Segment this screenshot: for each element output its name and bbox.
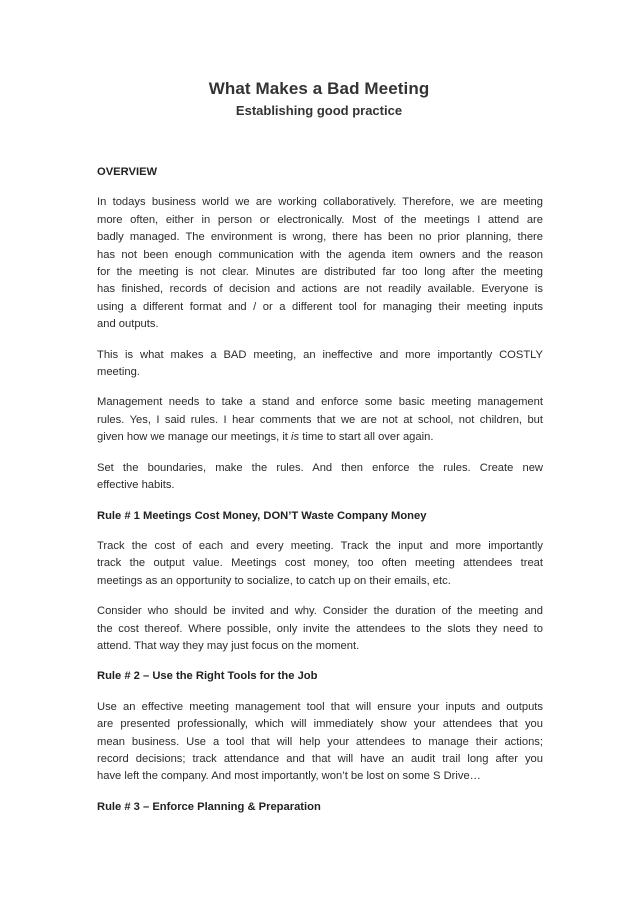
paragraph-line: and outputs. <box>97 318 159 331</box>
paragraph-line: Management needs to take a stand and enforce some basic meeting management <box>97 396 543 409</box>
paragraph-line: meeting. <box>97 366 140 379</box>
rule-1-heading: Rule # 1 Meetings Cost Money, DON’T Waste Company Money <box>97 509 427 522</box>
paragraph-line <box>97 429 543 446</box>
paragraph-text: time to start all over again. <box>299 431 434 444</box>
paragraph-line: more often, either in person or electronically. Most of the meetings I attend are <box>97 213 543 226</box>
overview-paragraph-3 <box>97 394 543 446</box>
paragraph-line: has not been enough communication with the agenda item owners and the reason <box>97 248 543 261</box>
paragraph-line: for the meeting is not clear. Minutes are distributed far too long after the meeting <box>97 266 543 279</box>
document-body <box>97 164 543 829</box>
paragraph-line: Track the cost of each and every meeting. Track the input and more importantly <box>97 539 543 552</box>
paragraph-line: using a different format and / or a different tool for managing their meeting inputs <box>97 300 543 313</box>
paragraph-line: track the output value. Meetings cost money, too often meeting attendees treat <box>97 557 543 570</box>
paragraph-line: Consider who should be invited and why. Consider the duration of the meeting and <box>97 605 543 618</box>
paragraph-line: rules. Yes, I said rules. I hear comments that we are not at school, not children, but <box>97 413 543 426</box>
paragraph-line: have left the company. And most importantly, won’t be lost on some S Drive… <box>97 770 481 783</box>
rule-2-heading: Rule # 2 – Use the Right Tools for the Job <box>97 670 318 683</box>
paragraph-line: mean business. Use a tool that will help your attendees to manage their actions; <box>97 735 543 748</box>
overview-paragraph-4 <box>97 460 543 495</box>
paragraph-text: given how we manage our meetings, it <box>97 431 292 444</box>
rule-1-paragraph-2 <box>97 603 543 655</box>
paragraph-line: record decisions; track attendance and that will have an audit trail long after you <box>97 752 543 765</box>
rule-2-paragraph <box>97 699 543 786</box>
paragraph-line: This is what makes a BAD meeting, an ineffective and more importantly COSTLY <box>97 348 543 361</box>
overview-paragraph-2 <box>97 347 543 382</box>
paragraph-line: Use an effective meeting management tool that will ensure your inputs and outputs <box>97 700 543 713</box>
rule-3-heading: Rule # 3 – Enforce Planning & Preparation <box>97 800 321 813</box>
paragraph-line: are presented professionally, which will immediately show your attendees that you <box>97 718 543 731</box>
overview-heading: OVERVIEW <box>97 166 158 178</box>
paragraph-line: effective habits. <box>97 479 175 492</box>
paragraph-line: badly managed. The environment is wrong, there has been no prior planning, there <box>97 231 543 244</box>
rule-1-paragraph-1 <box>97 538 543 590</box>
document-subtitle: Establishing good practice <box>235 103 403 118</box>
paragraph-line: Set the boundaries, make the rules. And then enforce the rules. Create new <box>97 461 543 474</box>
paragraph-line: In todays business world we are working collaboratively. Therefore, we are meeting <box>97 196 543 209</box>
overview-paragraph-1 <box>97 194 543 333</box>
document-title: What Makes a Bad Meeting <box>208 79 430 98</box>
paragraph-line: attend. That way they may just focus on the moment. <box>97 639 360 652</box>
paragraph-line: the cost thereof. Where possible, only invite the attendees to the slots they need to <box>97 622 543 635</box>
paragraph-line: has finished, records of decision and actions are not readily available. Everyone is <box>97 283 543 296</box>
emphasis-text: is <box>291 431 300 444</box>
paragraph-line: meetings as an opportunity to socialize, to catch up on their emails, etc. <box>97 574 451 587</box>
